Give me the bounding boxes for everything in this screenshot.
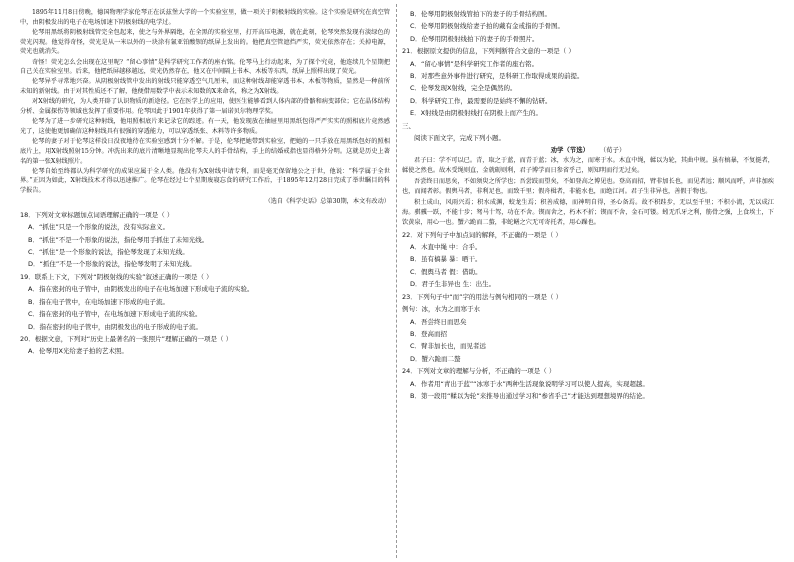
answer-option[interactable]: A．作者用“青出于蓝”“冰寒于水”两种生活现象说明学习可以使人提高，实现超越。 bbox=[410, 379, 649, 388]
left-column bbox=[20, 8, 390, 358]
answer-option[interactable]: C．伦琴用阴极射线给妻子拍的戴有金戒指的手骨图。 bbox=[410, 22, 565, 31]
answer-option[interactable]: B．“抓住”不是一个形象的说法，指伦琴用手抓住了未知光线。 bbox=[28, 235, 209, 244]
answer-option[interactable]: C．假舆马者 假：借助。 bbox=[410, 267, 482, 276]
passage-paragraph: 伦琴用黑纸将阴极射线管完全包起来，使之与外界隔绝，在全黑的实验室里，打开高压电源，就在此刻，伦琴突然发现有淡绿色的荧光闪现。他觉得奇怪，荧光是从一米以外的一块涂有氰亚铂酸钡的纸屏上发出的。他把真空管遮挡严实，荧光依然存在；关掉电源，荧光也就消失。 bbox=[20, 28, 390, 56]
question-stem: 19．联系上下文，下列对“阴极射线的实验”叙述正确的一项是（ ） bbox=[20, 272, 213, 281]
passage-paragraph: 伦琴的妻子对于伦琴这样没日没夜地待在实验室感到十分不解。于是，伦琴把她带到实验室，把她的一只手放在用黑纸包好的照相底片上，用X射线照射15分钟。冲洗出来的底片清晰地显现出伦琴夫人的手骨结构，手上的结婚戒指也显得格外分明。这就是历史上著名的第一张X射线照片。 bbox=[20, 138, 390, 165]
answer-option[interactable]: D．蟹六跪而二螯 bbox=[410, 354, 461, 363]
answer-option[interactable]: B．登高而招 bbox=[410, 329, 447, 338]
answer-option[interactable]: A．吾尝终日而思矣 bbox=[410, 317, 467, 326]
question-stem: 23．下列句子中“而”字的用法与例句相同的一项是（ ） bbox=[402, 292, 563, 301]
reading-instruction: 阅读下面文字，完成下列小题。 bbox=[414, 133, 505, 142]
classical-author: （荀子） bbox=[602, 145, 626, 154]
answer-option[interactable]: D．科学研究工作，最需要的是始终不懈的钻研。 bbox=[410, 96, 552, 105]
classical-paragraph: 吾尝终日而思矣，不如须臾之所学也；吾尝跂而望矣，不如登高之博见也。登高而招，臂非加长也，而见者远；顺风而呼，声非加疾也，而闻者彰。假舆马者，非利足也，而致千里；假舟楫者，非能水也，而绝江河。君子生非异也，善假于物也。 bbox=[402, 177, 774, 195]
question-18 bbox=[20, 209, 390, 271]
classical-passage bbox=[402, 156, 774, 228]
answer-option[interactable]: B．对那些意外事件进行研究，是科研工作取得成果的前提。 bbox=[410, 72, 584, 81]
answer-option[interactable]: A．木直中绳 中：合乎。 bbox=[410, 243, 482, 252]
answer-option[interactable]: A．指在密封的电子管中，由阴极发出的电子在电场加速下形成电子流的实验。 bbox=[28, 285, 254, 294]
passage-paragraph: 伦琴自始至终都认为科学研究的成果应属于全人类。他没有为X射线申请专利，而是毫无保留地公之于世，他说：“科学属于全世界。”正因为如此，X射线技术才得以迅速推广。伦琴在经过七个星期废寝忘食的研究工作后，于1895年12月28日完成了举世瞩目的科学报告。 bbox=[20, 167, 390, 195]
question-stem: 20．根据文意，下列对“历史上最著名的一张照片”理解正确的一项是（ ） bbox=[20, 334, 233, 343]
passage-paragraph: 伦琴为了进一步研究这种射线，他用照相底片来记录它的踪迹。有一天，他发现放在抽屉里用黑纸包得严严实实的照相底片竟然感光了，这使他更加确信这种射线具有很强的穿透能力，可以穿透纸张、木料等许多物质。 bbox=[20, 118, 390, 135]
classical-paragraph: 君子曰：学不可以已。青，取之于蓝，而青于蓝；冰，水为之，而寒于水。木直中绳，輮以为轮，其曲中规。虽有槁暴，不复挺者，輮使之然也。故木受绳则直，金就砺则利，君子博学而日参省乎己，则知明而行无过矣。 bbox=[402, 156, 774, 174]
question-stem: 21．根据原文提供的信息，下列判断符合文意的一项是（ ） bbox=[402, 47, 575, 56]
question-22 bbox=[402, 229, 774, 291]
passage-paragraph: 伦琴异乎寻常地兴奋。从阴极射线管中发出的射线只能穿透空气几厘米，而这种射线却能穿透书本、木板等物质，显然是一种前所未知的新射线。由于对其性质还不了解，他便借用数学中表示未知数的X来命名，称之为X射线。 bbox=[20, 78, 390, 96]
classical-title-text: 劝学（节选） bbox=[550, 145, 589, 154]
answer-option[interactable]: C．指在密封的电子管中，在电场加速下形成电子流的实验。 bbox=[28, 310, 202, 319]
classical-paragraph: 积土成山，风雨兴焉；积水成渊，蛟龙生焉；积善成德，而神明自得，圣心备焉。故不积跬步，无以至千里；不积小流，无以成江海。骐骥一跃，不能十步；驽马十驾，功在不舍。锲而舍之，朽木不折；锲而不舍，金石可镂。蚓无爪牙之利，筋骨之强，上食埃土，下饮黄泉，用心一也。蟹六跪而二螯，非蛇鳝之穴无可寄托者，用心躁也。 bbox=[402, 198, 774, 226]
question-stem: 24．下列对文章的理解与分析，不正确的一项是（ ） bbox=[402, 367, 556, 376]
question-24 bbox=[402, 365, 774, 402]
answer-option[interactable]: D．君子生非异也 生：出生。 bbox=[410, 280, 496, 289]
question-stem: 18．下列对文章标题加点词语理解正确的一项是（ ） bbox=[20, 210, 174, 219]
example-sentence: 例句：冰，水为之而寒于水 bbox=[402, 305, 480, 314]
question-20 bbox=[20, 333, 390, 358]
question-23 bbox=[402, 291, 774, 365]
question-21 bbox=[402, 45, 774, 119]
passage-source: （选自《科学史话》总第30期，本文有改动） bbox=[264, 197, 390, 205]
passage-paragraph: 奇怪！荧光怎么会出现在这里呢？“留心事情”是科学研究工作者的座右铭。伦琴马上行动起来，为了探个究竟，他连续几个星期把自己关在实验室里。后来，他把纸屏越移越远，荧光仍然存在，他又在中间隔上书本、木板等东西，纸屏上照样出现了荧光。 bbox=[20, 58, 390, 76]
question-19 bbox=[20, 271, 390, 333]
section-label: 三、 bbox=[402, 121, 415, 130]
answer-option[interactable]: B．伦琴用阴极射线管拍下的妻子的手骨结构图。 bbox=[410, 10, 551, 18]
answer-option[interactable]: A．伦琴用X光给妻子拍的艺术照。 bbox=[28, 347, 128, 356]
answer-option[interactable]: A．“留心事情”是科学研究工作者的座右铭。 bbox=[410, 59, 539, 68]
question-stem: 22．对下列句子中加点词的解释，不正确的一项是（ ） bbox=[402, 230, 562, 239]
answer-option[interactable]: B．指在电子管中，在电场加速下形成的电子流。 bbox=[28, 297, 169, 306]
passage-paragraph: 对X射线的研究，为人类开辟了认识物质的新途径。它在医学上的应用，使医生能够看到人体内部的骨骼和病变部位；它在晶体结构分析、金属探伤等领域也发挥了重要作用。伦琴因此于1901年获得了第一届诺贝尔物理学奖。 bbox=[20, 98, 390, 116]
answer-option[interactable]: B．第一段用“輮以为轮”来推导出通过学习和“参省乎己”才能达到理想境界的结论。 bbox=[410, 391, 649, 400]
answer-option[interactable]: D．“抓住”不是一个形象的说法，指伦琴发明了未知光线。 bbox=[28, 260, 196, 269]
answer-option[interactable]: C．伦琴发现X射线，完全是偶然的。 bbox=[410, 84, 517, 93]
question-20-continued bbox=[402, 8, 774, 45]
answer-option[interactable]: C．臂非加长也，而见者远 bbox=[410, 342, 487, 351]
answer-option[interactable]: D．指在密封的电子管中，由阴极发出的电子形成的电子流。 bbox=[28, 322, 203, 331]
answer-option[interactable]: E．X射线是由阴极射线打在阴极上而产生的。 bbox=[410, 109, 543, 118]
classical-title bbox=[402, 144, 774, 156]
answer-option[interactable]: A．“抓住”只是一个形象的说法，没有实际意义。 bbox=[28, 223, 170, 232]
answer-option[interactable]: D．伦琴用阴极射线拍下的妻子的手骨照片。 bbox=[410, 34, 539, 43]
answer-option[interactable]: C．“抓住”是一个形象的说法，指伦琴发现了未知光线。 bbox=[28, 248, 189, 257]
right-column bbox=[402, 8, 774, 402]
column-divider bbox=[396, 4, 397, 558]
passage-paragraph: 1895年11月8日傍晚，德国物理学家伦琴正在沃兹堡大学的一个实验室里，做一项关于阴极射线的实验。这个实验是研究在真空管中，由阴极发出的电子在电场加速下阴极射线的电学过。 bbox=[20, 9, 390, 26]
reading-passage bbox=[20, 8, 390, 196]
answer-option[interactable]: B．虽有槁暴 暴：晒干。 bbox=[410, 255, 482, 264]
